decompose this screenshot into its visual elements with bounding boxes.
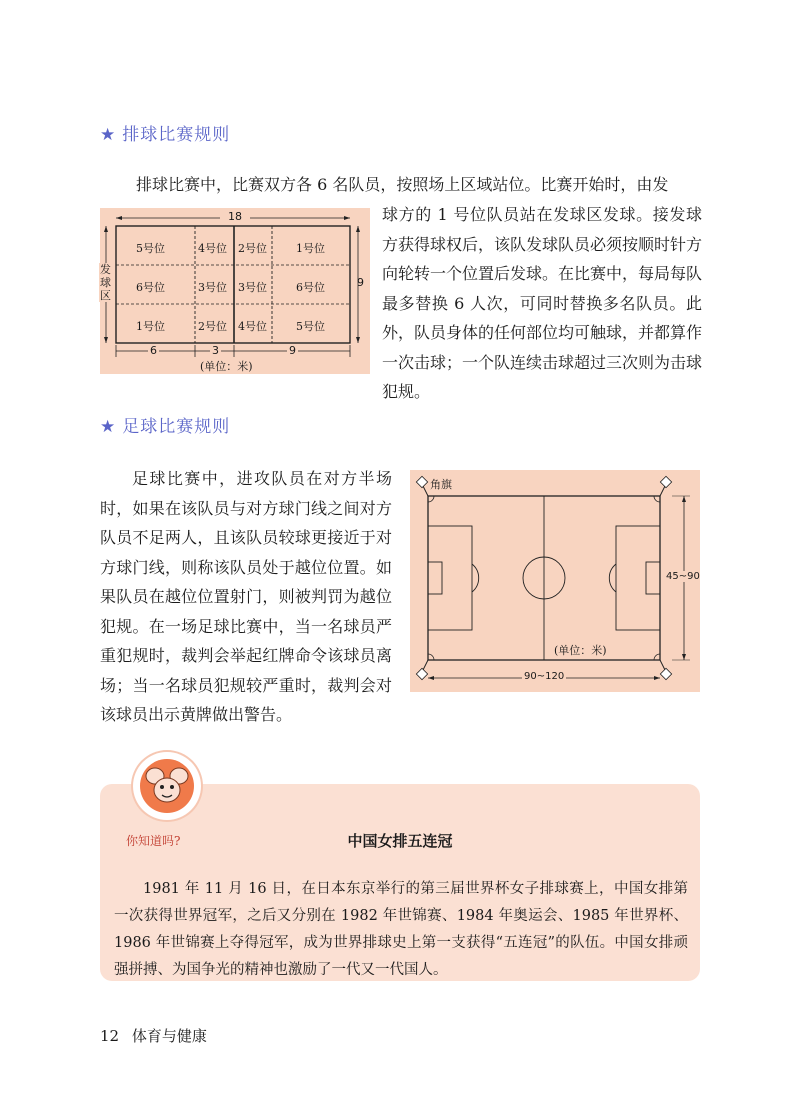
position-label: 2号位 [238,242,267,255]
star-icon: ★ [100,125,117,145]
dim-left-label: 6 [150,344,157,357]
position-label: 1号位 [296,242,325,255]
did-you-know-title: 中国女排五连冠 [347,832,453,850]
volleyball-court-diagram [100,208,370,374]
corner-flag-icon [416,660,428,680]
football-pitch-svg [410,470,700,692]
pitch-unit-label: (单位：米) [554,644,607,657]
court-length-label: 18 [220,210,250,223]
court-positions [116,226,350,343]
position-label: 4号位 [198,242,227,255]
did-you-know-badge: 你知道吗? [126,834,181,848]
position-label: 3号位 [238,281,267,294]
corner-flag-icon [660,476,672,496]
position-label: 5号位 [296,320,325,333]
page-number: 12 [100,1027,120,1045]
position-label: 6号位 [136,281,165,294]
court-unit-label: (单位：米) [200,360,253,373]
mascot-badge [133,752,201,820]
corner-flag-icon [660,660,672,680]
pitch-length-label: 90~120 [524,671,565,682]
volleyball-paragraph-body: 球方的 1 号位队员站在发球区发球。接发球方获得球权后，该队发球队员必须按顺时针方向轮转一个位置后发球。在比赛中，每局每队最多替换 6 人次，可同时替换多名队员。此外，队员身体的任何部位均可触球，并都算作一次击球；一个队连续击球超过三次则为击球犯规。 [382,205,703,401]
volleyball-section-title: ★ 排球比赛规则 [100,125,231,145]
position-label: 3号位 [198,281,227,294]
position-label: 6号位 [296,281,325,294]
corner-flag-icon [416,476,428,496]
pitch-width-label: 45~90 [666,571,700,582]
star-icon: ★ [100,417,117,437]
footer [100,1025,207,1046]
mascot-icon [133,752,201,820]
position-label: 2号位 [198,320,227,333]
corner-flag-label: 角旗 [430,478,452,491]
dim-right-label: 9 [289,344,296,357]
court-width-label: 9 [357,276,364,289]
position-label: 5号位 [136,242,165,255]
position-label: 4号位 [238,320,267,333]
dim-mid-label: 3 [212,344,219,357]
serve-zone-label: 发球区 [100,263,111,302]
football-pitch-diagram [410,470,700,692]
book-title: 体育与健康 [131,1027,207,1045]
position-label: 1号位 [136,320,165,333]
did-you-know-body: 1981 年 11 月 16 日，在日本东京举行的第三届世界杯女子排球赛上，中国女排第一次获得世界冠军，之后又分别在 1982 年世锦赛、1984 年奥运会、1985 年世界杯、1986 年世锦赛上夺得冠军，成为世界排球史上第一支获得“五连冠”的队伍。中国女排顽强拼搏、为国争光的精神也激励了一代又一代国人。 [114,881,688,978]
football-paragraph: 足球比赛中，进攻队员在对方半场时，如果在该队员与对方球门线之间对方队员不足两人，且该队员较球更接近于对方球门线，则称该队员处于越位位置。如果队员在越位位置射门，则被判罚为越位犯规。在一场足球比赛中，当一名球员严重犯规时，裁判会举起红牌命令该球员离场；当一名球员犯规较严重时，裁判会对该球员出示黄牌做出警告。 [100,469,392,724]
volleyball-paragraph-lead: 排球比赛中，比赛双方各 6 名队员，按照场上区域站位。比赛开始时，由发 [136,175,669,194]
football-section-title: ★ 足球比赛规则 [100,417,231,437]
